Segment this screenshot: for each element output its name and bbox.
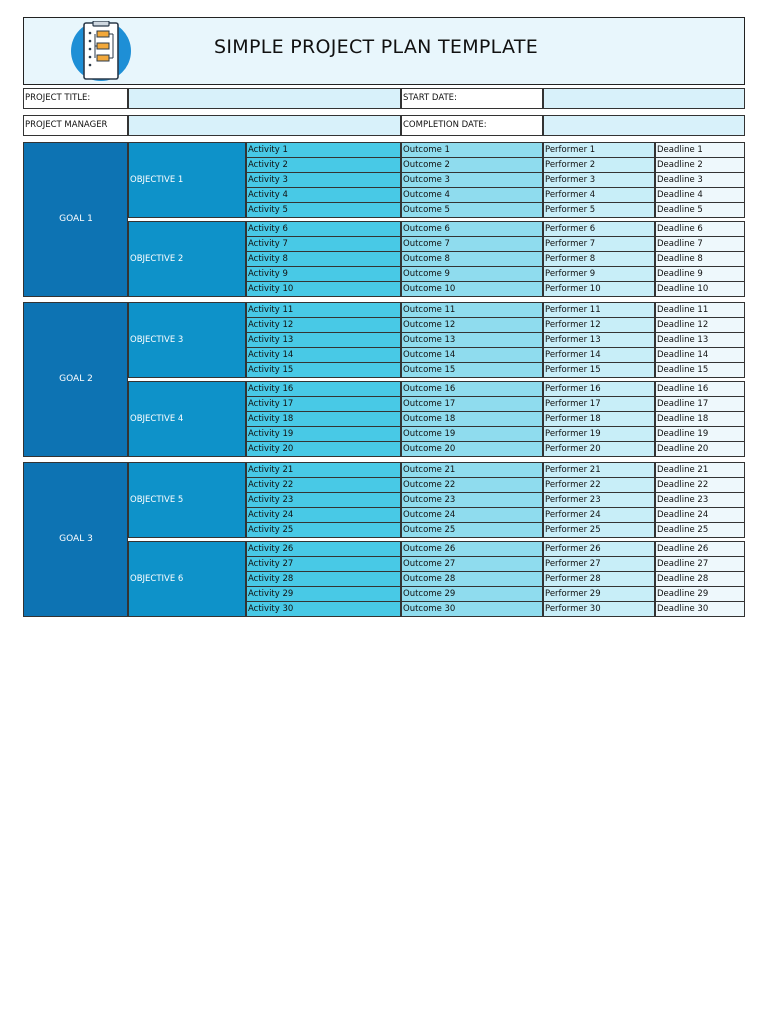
goal-cell[interactable]: GOAL 3 [23,462,128,617]
performer-cell[interactable]: Performer 9 [543,266,655,282]
outcome-cell[interactable]: Outcome 14 [401,347,543,363]
deadline-cell[interactable]: Deadline 27 [655,556,745,572]
outcome-cell[interactable]: Outcome 4 [401,187,543,203]
outcome-cell[interactable]: Outcome 6 [401,221,543,237]
project-manager-field[interactable] [128,115,401,136]
activity-cell[interactable]: Activity 11 [246,302,401,318]
deadline-cell[interactable]: Deadline 8 [655,251,745,267]
activity-cell[interactable]: Activity 22 [246,477,401,493]
start-date-field[interactable] [543,88,745,109]
completion-date-label: COMPLETION DATE: [401,115,543,136]
outcome-cell[interactable]: Outcome 3 [401,172,543,188]
deadline-cell[interactable]: Deadline 6 [655,221,745,237]
performer-cell[interactable]: Performer 30 [543,601,655,617]
performer-cell[interactable]: Performer 12 [543,317,655,333]
outcome-cell[interactable]: Outcome 27 [401,556,543,572]
outcome-cell[interactable]: Outcome 13 [401,332,543,348]
activity-cell[interactable]: Activity 28 [246,571,401,587]
outcome-cell[interactable]: Outcome 24 [401,507,543,523]
performer-cell[interactable]: Performer 15 [543,362,655,378]
performer-cell[interactable]: Performer 22 [543,477,655,493]
performer-cell[interactable]: Performer 11 [543,302,655,318]
start-date-label: START DATE: [401,88,543,109]
goal-cell[interactable]: GOAL 2 [23,302,128,457]
performer-cell[interactable]: Performer 5 [543,202,655,218]
deadline-cell[interactable]: Deadline 19 [655,426,745,442]
activity-cell[interactable]: Activity 15 [246,362,401,378]
outcome-cell[interactable]: Outcome 11 [401,302,543,318]
project-title-field[interactable] [128,88,401,109]
activity-cell[interactable]: Activity 8 [246,251,401,267]
performer-cell[interactable]: Performer 16 [543,381,655,397]
deadline-cell[interactable]: Deadline 14 [655,347,745,363]
page-title: SIMPLE PROJECT PLAN TEMPLATE [214,36,539,58]
activity-cell[interactable]: Activity 12 [246,317,401,333]
activity-cell[interactable]: Activity 17 [246,396,401,412]
outcome-cell[interactable]: Outcome 21 [401,462,543,478]
deadline-cell[interactable]: Deadline 23 [655,492,745,508]
goal-cell[interactable]: GOAL 1 [23,142,128,297]
deadline-cell[interactable]: Deadline 7 [655,236,745,252]
activity-cell[interactable]: Activity 19 [246,426,401,442]
deadline-cell[interactable]: Deadline 12 [655,317,745,333]
activity-cell[interactable]: Activity 9 [246,266,401,282]
deadline-cell[interactable]: Deadline 29 [655,586,745,602]
deadline-cell[interactable]: Deadline 3 [655,172,745,188]
performer-cell[interactable]: Performer 2 [543,157,655,173]
activity-cell[interactable]: Activity 30 [246,601,401,617]
performer-cell[interactable]: Performer 28 [543,571,655,587]
clipboard-flowchart-icon [66,21,136,81]
deadline-cell[interactable]: Deadline 13 [655,332,745,348]
deadline-cell[interactable]: Deadline 4 [655,187,745,203]
performer-cell[interactable]: Performer 7 [543,236,655,252]
outcome-cell[interactable]: Outcome 29 [401,586,543,602]
objective-cell[interactable]: OBJECTIVE 2 [128,221,246,297]
performer-cell[interactable]: Performer 19 [543,426,655,442]
activity-cell[interactable]: Activity 25 [246,522,401,538]
activity-cell[interactable]: Activity 6 [246,221,401,237]
outcome-cell[interactable]: Outcome 10 [401,281,543,297]
objective-cell[interactable]: OBJECTIVE 6 [128,541,246,617]
performer-cell[interactable]: Performer 10 [543,281,655,297]
outcome-cell[interactable]: Outcome 15 [401,362,543,378]
deadline-cell[interactable]: Deadline 25 [655,522,745,538]
activity-cell[interactable]: Activity 20 [246,441,401,457]
activity-cell[interactable]: Activity 4 [246,187,401,203]
deadline-cell[interactable]: Deadline 11 [655,302,745,318]
activity-cell[interactable]: Activity 13 [246,332,401,348]
deadline-cell[interactable]: Deadline 26 [655,541,745,557]
outcome-cell[interactable]: Outcome 5 [401,202,543,218]
outcome-cell[interactable]: Outcome 8 [401,251,543,267]
outcome-cell[interactable]: Outcome 2 [401,157,543,173]
performer-cell[interactable]: Performer 29 [543,586,655,602]
deadline-cell[interactable]: Deadline 1 [655,142,745,158]
activity-cell[interactable]: Activity 1 [246,142,401,158]
activity-cell[interactable]: Activity 16 [246,381,401,397]
performer-cell[interactable]: Performer 4 [543,187,655,203]
objective-cell[interactable]: OBJECTIVE 4 [128,381,246,457]
outcome-cell[interactable]: Outcome 26 [401,541,543,557]
outcome-cell[interactable]: Outcome 9 [401,266,543,282]
outcome-cell[interactable]: Outcome 18 [401,411,543,427]
project-plan-sheet [23,17,745,623]
completion-date-field[interactable] [543,115,745,136]
activity-cell[interactable]: Activity 18 [246,411,401,427]
performer-cell[interactable]: Performer 17 [543,396,655,412]
objective-cell[interactable]: OBJECTIVE 3 [128,302,246,378]
outcome-cell[interactable]: Outcome 30 [401,601,543,617]
activity-cell[interactable]: Activity 29 [246,586,401,602]
performer-cell[interactable]: Performer 20 [543,441,655,457]
performer-cell[interactable]: Performer 26 [543,541,655,557]
performer-cell[interactable]: Performer 21 [543,462,655,478]
performer-cell[interactable]: Performer 13 [543,332,655,348]
deadline-cell[interactable]: Deadline 28 [655,571,745,587]
performer-cell[interactable]: Performer 14 [543,347,655,363]
activity-cell[interactable]: Activity 21 [246,462,401,478]
activity-cell[interactable]: Activity 10 [246,281,401,297]
deadline-cell[interactable]: Deadline 10 [655,281,745,297]
activity-cell[interactable]: Activity 26 [246,541,401,557]
deadline-cell[interactable]: Deadline 5 [655,202,745,218]
objective-cell[interactable]: OBJECTIVE 5 [128,462,246,538]
performer-cell[interactable]: Performer 1 [543,142,655,158]
activity-cell[interactable]: Activity 3 [246,172,401,188]
outcome-cell[interactable]: Outcome 22 [401,477,543,493]
activity-cell[interactable]: Activity 23 [246,492,401,508]
deadline-cell[interactable]: Deadline 2 [655,157,745,173]
outcome-cell[interactable]: Outcome 17 [401,396,543,412]
deadline-cell[interactable]: Deadline 18 [655,411,745,427]
activity-cell[interactable]: Activity 27 [246,556,401,572]
outcome-cell[interactable]: Outcome 19 [401,426,543,442]
outcome-cell[interactable]: Outcome 1 [401,142,543,158]
deadline-cell[interactable]: Deadline 21 [655,462,745,478]
outcome-cell[interactable]: Outcome 25 [401,522,543,538]
outcome-cell[interactable]: Outcome 12 [401,317,543,333]
deadline-cell[interactable]: Deadline 17 [655,396,745,412]
project-title-label: PROJECT TITLE: [23,88,128,109]
activity-cell[interactable]: Activity 7 [246,236,401,252]
performer-cell[interactable]: Performer 27 [543,556,655,572]
header-banner [23,17,745,85]
outcome-cell[interactable]: Outcome 7 [401,236,543,252]
performer-cell[interactable]: Performer 6 [543,221,655,237]
performer-cell[interactable]: Performer 23 [543,492,655,508]
activity-cell[interactable]: Activity 2 [246,157,401,173]
activity-cell[interactable]: Activity 24 [246,507,401,523]
performer-cell[interactable]: Performer 24 [543,507,655,523]
performer-cell[interactable]: Performer 18 [543,411,655,427]
deadline-cell[interactable]: Deadline 24 [655,507,745,523]
deadline-cell[interactable]: Deadline 9 [655,266,745,282]
activity-cell[interactable]: Activity 5 [246,202,401,218]
performer-cell[interactable]: Performer 3 [543,172,655,188]
outcome-cell[interactable]: Outcome 20 [401,441,543,457]
objective-cell[interactable]: OBJECTIVE 1 [128,142,246,218]
performer-cell[interactable]: Performer 25 [543,522,655,538]
outcome-cell[interactable]: Outcome 23 [401,492,543,508]
deadline-cell[interactable]: Deadline 22 [655,477,745,493]
outcome-cell[interactable]: Outcome 16 [401,381,543,397]
performer-cell[interactable]: Performer 8 [543,251,655,267]
project-manager-label: PROJECT MANAGER [23,115,128,136]
activity-cell[interactable]: Activity 14 [246,347,401,363]
deadline-cell[interactable]: Deadline 30 [655,601,745,617]
deadline-cell[interactable]: Deadline 15 [655,362,745,378]
deadline-cell[interactable]: Deadline 16 [655,381,745,397]
deadline-cell[interactable]: Deadline 20 [655,441,745,457]
outcome-cell[interactable]: Outcome 28 [401,571,543,587]
